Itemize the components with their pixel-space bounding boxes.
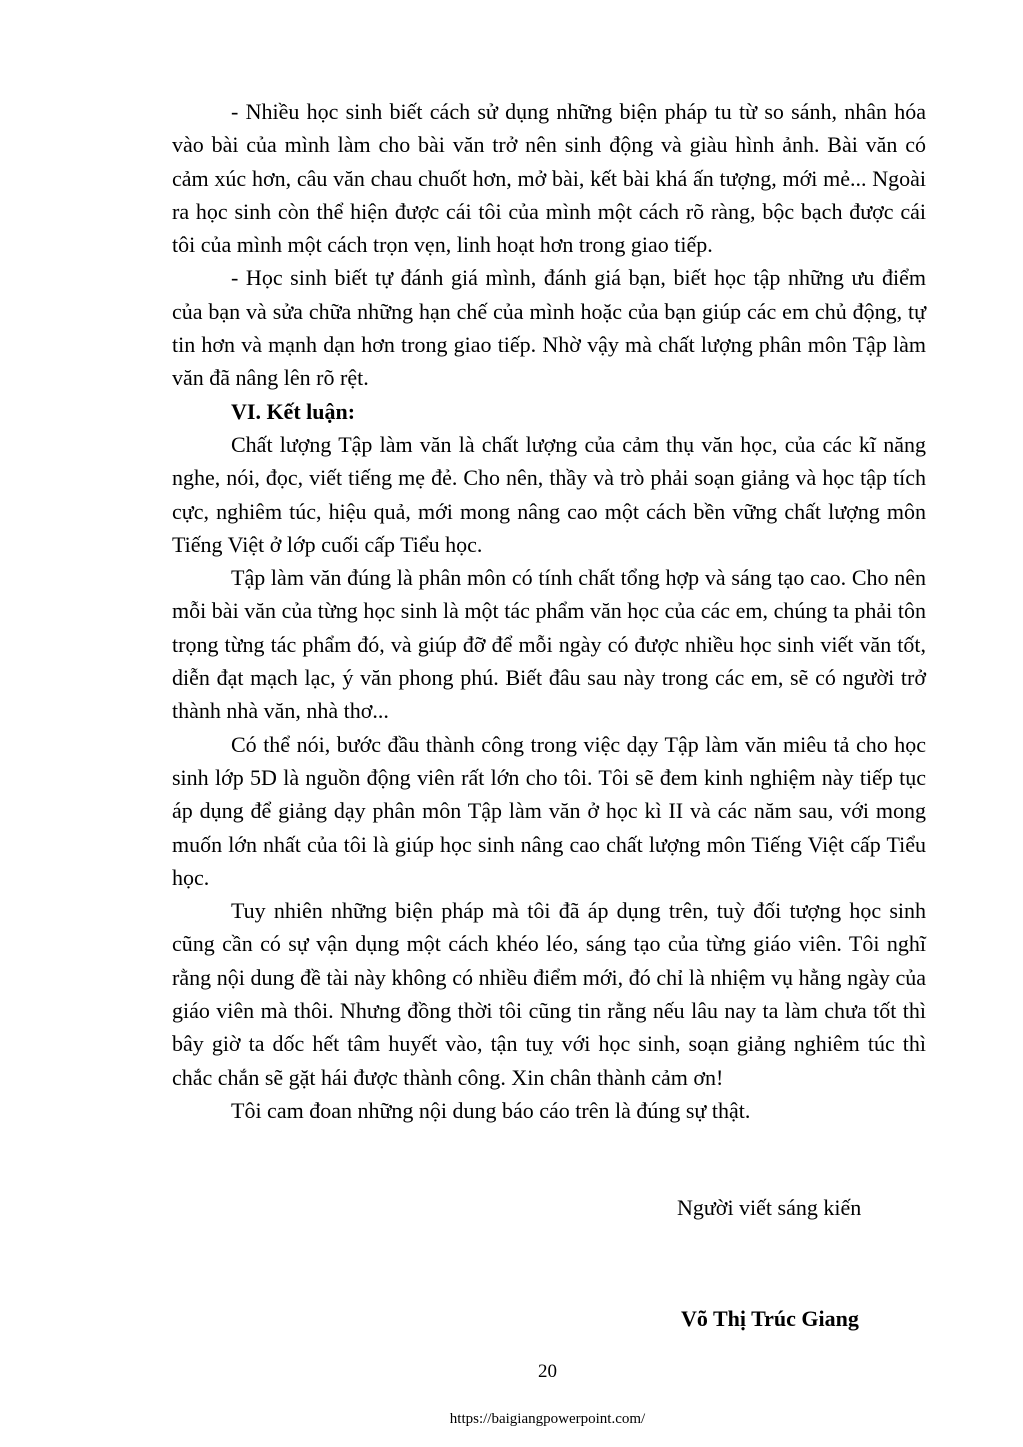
page-number: 20: [538, 1361, 557, 1382]
footer-url: https://baigiangpowerpoint.com/: [449, 1411, 646, 1427]
paragraph-conclusion-success: Có thể nói, bước đầu thành công trong việc dạy Tập làm văn miêu tả cho học sinh lớp 5D là nguồn động viên rất lớn cho tôi. Tôi sẽ đem kinh nghiệm này tiếp tục áp dụng để giảng dạy phân môn Tập làm văn ở học kì II và các năm sau, với mong muốn lớn nhất của tôi là giúp học sinh nâng cao chất lượng môn Tiếng Việt cấp Tiểu học.: [172, 731, 926, 890]
signature-name: Võ Thị Trúc Giang: [681, 1306, 859, 1331]
paragraph-self-assessment: - Học sinh biết tự đánh giá mình, đánh giá bạn, biết học tập những ưu điểm của bạn và sửa chữa những hạn chế của mình hoặc của bạn giúp các em chủ động, tự tin hơn và mạnh dạn hơn trong giao tiếp. Nhờ vậy mà chất lượng phân môn Tập làm văn đã nâng lên rõ rệt.: [172, 265, 926, 391]
paragraph-conclusion-creativity: Tập làm văn đúng là phân môn có tính chất tổng hợp và sáng tạo cao. Cho nên mỗi bài văn của từng học sinh là một tác phẩm văn học của các em, chúng ta phải tôn trọng từng tác phẩm đó, và giúp đỡ để mỗi ngày có được nhiều học sinh viết văn tốt, diễn đạt mạch lạc, ý văn phong phú. Biết đâu sau này trong các em, sẽ có người trở thành nhà văn, nhà thơ...: [172, 565, 926, 724]
paragraph-rhetoric: - Nhiều học sinh biết cách sử dụng những biện pháp tu từ so sánh, nhân hóa vào bài của mình làm cho bài văn trở nên sinh động và giàu hình ảnh. Bài văn có cảm xúc hơn, câu văn chau chuốt hơn, mở bài, kết bài khá ấn tượng, mới mẻ... Ngoài ra học sinh còn thể hiện được cái tôi của mình một cách rõ ràng, bộc bạch được cái tôi của mình một cách trọn vẹn, linh hoạt hơn trong giao tiếp.: [172, 99, 926, 258]
signature-role: Người viết sáng kiến: [677, 1195, 862, 1220]
document-body: [172, 95, 926, 1127]
section-heading-conclusion: VI. Kết luận:: [231, 398, 356, 424]
paragraph-conclusion-methods: Tuy nhiên những biện pháp mà tôi đã áp dụng trên, tuỳ đối tượng học sinh cũng cần có sự vận dụng một cách khéo léo, sáng tạo của từng giáo viên. Tôi nghĩ rằng nội dung đề tài này không có nhiều điểm mới, đó chỉ là nhiệm vụ hằng ngày của giáo viên mà thôi. Nhưng đồng thời tôi cũng tin rằng nếu lâu nay ta làm chưa tốt thì bây giờ ta dốc hết tâm huyết vào, tận tuỵ với học sinh, soạn giảng nghiêm túc thì chắc chắn sẽ gặt hái được thành công. Xin chân thành cảm ơn!: [172, 898, 926, 1090]
paragraph-conclusion-quality: Chất lượng Tập làm văn là chất lượng của cảm thụ văn học, của các kĩ năng nghe, nói, đọc, viết tiếng mẹ đẻ. Cho nên, thầy và trò phải soạn giảng và học tập tích cực, nghiêm túc, hiệu quả, mới mong nâng cao một cách bền vững chất lượng môn Tiếng Việt ở lớp cuối cấp Tiểu học.: [172, 431, 926, 557]
paragraph-commitment: Tôi cam đoan những nội dung báo cáo trên là đúng sự thật.: [231, 1097, 751, 1123]
